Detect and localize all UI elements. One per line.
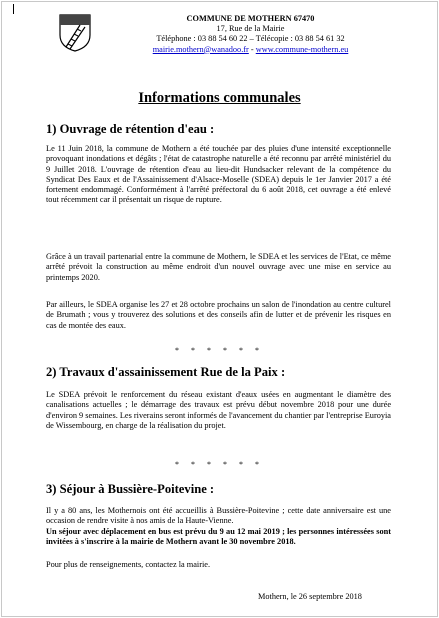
separator-stars-1: * * * * * * (175, 346, 264, 355)
email-link[interactable]: mairie.mothern@wanadoo.fr (152, 44, 249, 54)
phone-fax: Téléphone : 03 88 54 60 22 – Télécopie : 03 88 54 61 32 (156, 34, 345, 44)
section-1-paragraph-2: Grâce à un travail partenarial entre la commune de Mothern, le SDEA et les services de l'Etat, ce même arrêté prévoit la construction au même endroit d'un nouvel ouvrage avec une mise en service au printemps 2020. (46, 252, 391, 282)
section-2-paragraph-1: Le SDEA prévoit le renforcement du réseau existant d'eaux usées en augmentant le diamètre des canalisations actuelles ; le démarrage des travaux est prévu début novembre 2018 pour une durée d'environ 9 semaines. Les riverains seront informés de l'avancement du chantier par l'entreprise Euroyia de Wissembourg, en charge de la réalisation du projet. (46, 390, 391, 430)
section-2-heading: 2) Travaux d'assainissement Rue de la Paix : (46, 365, 286, 379)
letterhead (118, 14, 383, 55)
section-1-heading: 1) Ouvrage de rétention d'eau : (46, 122, 215, 136)
coat-of-arms-icon (58, 13, 92, 53)
link-separator: - (248, 44, 256, 54)
section-3-paragraph-1: Il y a 80 ans, les Mothernois ont été accueillis à Bussière-Poitevine ; cette date anniversaire est une occasion de rendre visite à nos amis de la Haute-Vienne. (46, 506, 391, 526)
section-3-paragraph-3: Pour plus de renseignements, contactez la mairie. (46, 560, 211, 569)
website-link[interactable]: www.commune-mothern.eu (255, 44, 349, 54)
separator-stars-2: * * * * * * (175, 460, 264, 469)
signature-date: Mothern, le 26 septembre 2018 (258, 592, 362, 601)
page-title: Informations communales (138, 90, 301, 106)
text-cursor (13, 4, 14, 14)
section-1-paragraph-1: Le 11 Juin 2018, la commune de Mothern a été touchée par des pluies d'une intensité exceptionnelle provoquant inondations et dégâts ; l'état de catastrophe naturelle a été reconnu par arrêté ministériel du 9 Juillet 2018. L'ouvrage de rétention d'eau au lieu-dit Hundsacker relevant de la compétence du Syndicat Des Eaux et de l'Assainissement d'Alsace-Moselle (SDEA) depuis le 1er Janvier 2017 a été fortement endommagé. Conformément à l'arrêté préfectoral du 6 août 2018, cet ouvrage a été enlevé tout récemment car il présentait un risque de rupture. (46, 144, 391, 205)
section-1-paragraph-3: Par ailleurs, le SDEA organise les 27 et 28 octobre prochains un salon de l'inondation au centre culturel de Brumath ; vous y trouverez des solutions et des conseils afin de lutter et de prévenir les risques en cas de montée des eaux. (46, 300, 391, 330)
section-3-paragraph-2: Un séjour avec déplacement en bus est prévu du 9 au 12 mai 2019 ; les personnes intéressées sont invitées à s'inscrire à la mairie de Mothern avant le 30 novembre 2018. (46, 527, 391, 547)
address: 17, Rue de la Mairie (216, 24, 285, 34)
section-3-heading: 3) Séjour à Bussière-Poitevine : (46, 482, 215, 496)
commune-name: COMMUNE DE MOTHERN 67470 (186, 14, 315, 23)
